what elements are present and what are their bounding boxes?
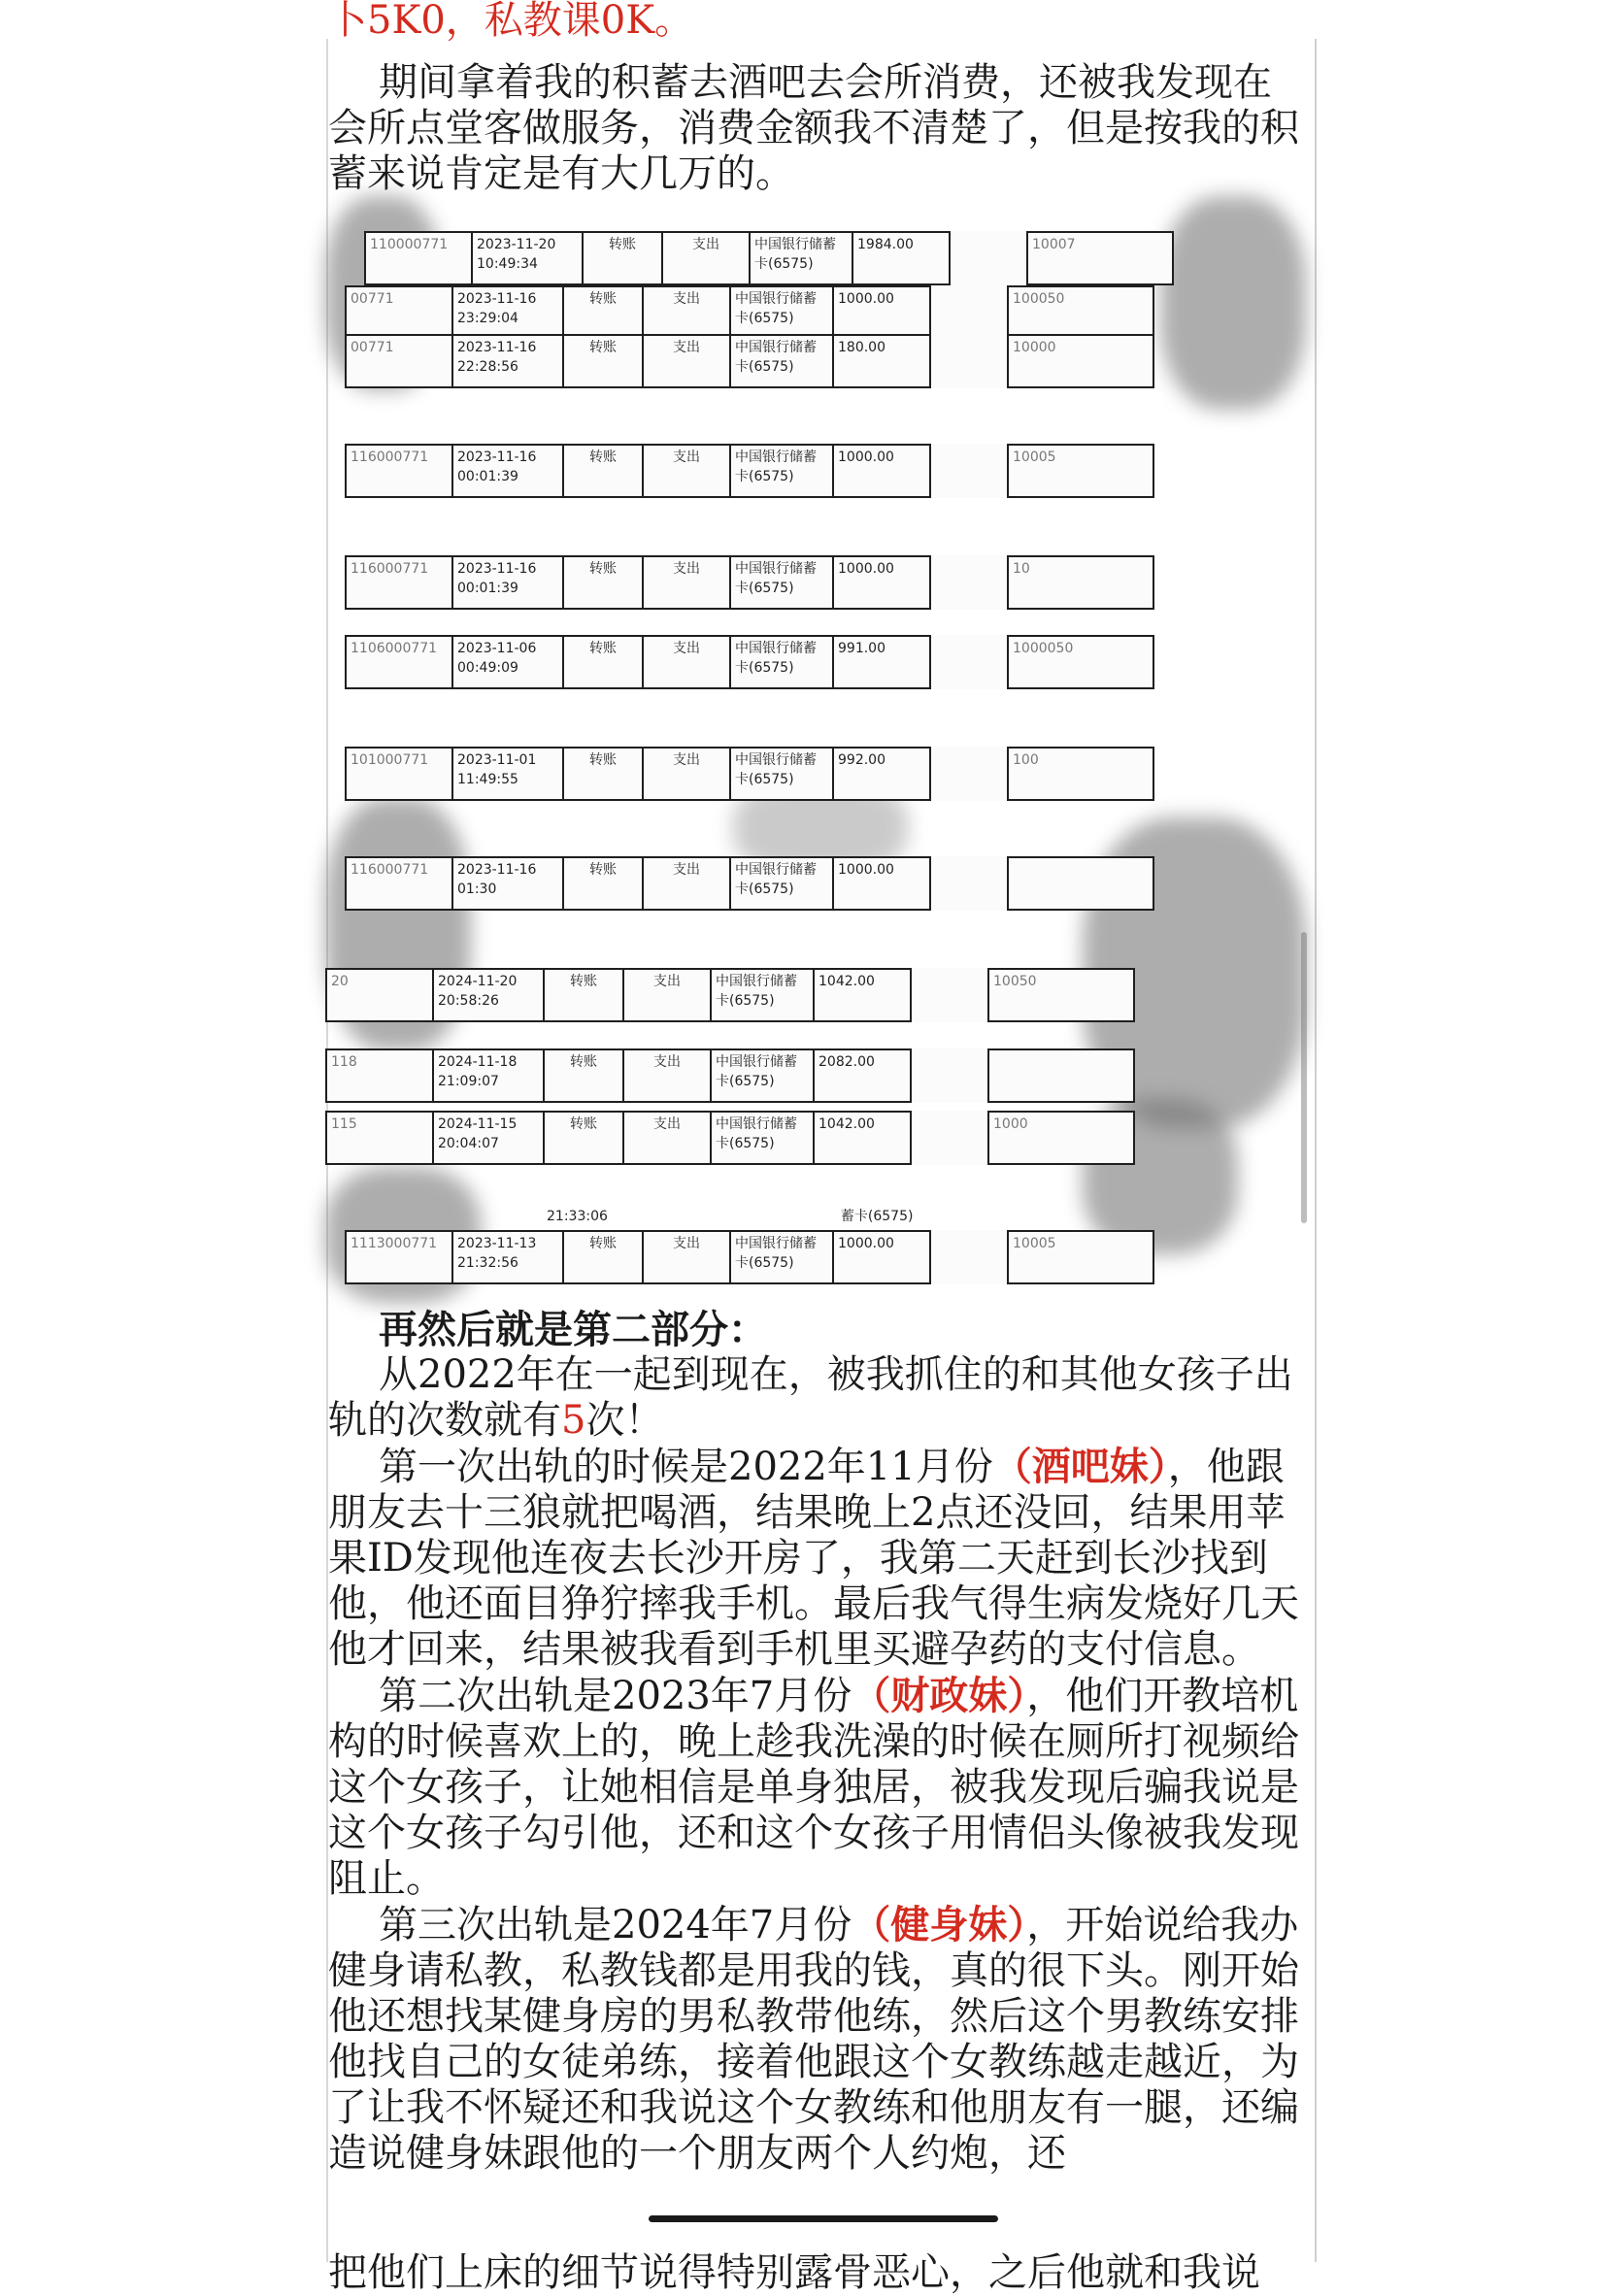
ledger-row [345,555,1154,610]
paragraph-first-affair: 第一次出轨的时候是2022年11月份（酒吧妹），他跟朋友去十三狼就把喝酒，结果晚上2点还没回，结果用苹果ID发现他连夜去长沙开房了，我第二天赶到长沙找到他，他还面目狰狞摔我手机。最后我气得生病发烧好几天他才回来，结果被我看到手机里买避孕药的支付信息。 [328,1444,1299,1672]
ledger-cell: 2023-11-16 22:28:56 [452,335,563,387]
ledger-cell: 1000.00 [833,556,930,609]
ledger-row [364,231,1174,285]
ledger-row [345,334,1154,388]
ledger-cell: 10 [1008,556,1153,609]
ledger-cell: 支出 [643,1231,730,1283]
ledger-cell: 转账 [563,286,643,339]
ledger-cell: 中国银行储蓄卡(6575) [730,445,833,497]
ledger-cell [930,636,1008,688]
ledger-cell: 991.00 [833,636,930,688]
ledger-cell [930,748,1008,800]
ledger-cell: 中国银行储蓄卡(6575) [730,857,833,910]
section-two [328,1307,1299,2177]
ledger-cell: 支出 [662,232,750,284]
ledger-cell [950,232,1027,284]
ledger-cell: 2024-11-18 21:09:07 [433,1049,544,1102]
ledger-cell: 支出 [643,636,730,688]
ledger-row [345,747,1154,801]
ledger-cell: 转账 [563,857,643,910]
hand-underline-mark [649,2215,998,2222]
ledger-cell: 转账 [544,1049,623,1102]
ledger-cell: 转账 [544,969,623,1021]
ledger-cell: 10007 [1027,232,1173,284]
ledger-cell: 支出 [643,556,730,609]
ledger-cell: 101000771 [346,748,452,800]
ledger-cell: 1000.00 [833,1231,930,1283]
ledger-cell [930,857,1008,910]
ledger-cell [930,335,1008,387]
ledger-row [345,635,1154,689]
ledger-cell: 转账 [563,445,643,497]
ledger-cell: 转账 [563,556,643,609]
tag-gym-girl: （健身妹） [852,1902,1027,1947]
ledger-cell: 转账 [583,232,662,284]
ledger-cell: 100050 [1008,286,1153,339]
ledger-cell: 10050 [988,969,1134,1021]
ledger-cell: 中国银行储蓄卡(6575) [730,286,833,339]
ledger-cell: 1042.00 [814,969,911,1021]
ledger-cell: 10000 [1008,335,1153,387]
tag-bar-girl: （酒吧妹） [992,1444,1168,1489]
ledger-cell: 110000771 [365,232,472,284]
ledger-row [345,444,1154,498]
paragraph-third-affair: 第三次出轨是2024年7月份（健身妹），开始说给我办健身请私教，私教钱都是用我的钱，真的很下头。刚开始他还想找某健身房的男私教带他练，然后这个男教练安排他找自己的女徒弟练，接着他跟这个女教练越走越近，为了让我不怀疑还和我说这个女教练和他朋友有一腿，还编造说健身妹跟他的一个朋友两个人约炮，还 [328,1902,1299,2176]
ledger-cell: 中国银行储蓄卡(6575) [730,556,833,609]
ledger-cell: 1000.00 [833,857,930,910]
ledger-cell [911,969,988,1021]
ledger-cell: 1000.00 [833,286,930,339]
count-number: 5 [561,1398,586,1443]
ledger-cell: 2023-11-06 00:49:09 [452,636,563,688]
ledger-cell: 1106000771 [346,636,452,688]
ledger-cell: 中国银行储蓄卡(6575) [711,1049,814,1102]
ledger-cell: 1000 [988,1112,1134,1164]
ledger-cell [911,1112,988,1164]
ledger-cell: 1042.00 [814,1112,911,1164]
ledger-cell: 1000.00 [833,445,930,497]
ledger-cell: 116000771 [346,445,452,497]
ledger-row [345,285,1154,340]
ledger-cell: 中国银行储蓄卡(6575) [711,969,814,1021]
ledger-cell: 100 [1008,748,1153,800]
ledger-cell: 180.00 [833,335,930,387]
ledger-cell: 2023-11-16 00:01:39 [452,445,563,497]
ledger-cell: 转账 [544,1112,623,1164]
ledger-cell: 118 [326,1049,433,1102]
ledger-cell [930,286,1008,339]
ledger-cell: 中国银行储蓄卡(6575) [711,1112,814,1164]
footer-fragment: 把他们上床的细节说得特别露骨恶心，之后他就和我说 [328,2250,1260,2295]
ledger-cell: 支出 [623,1112,711,1164]
ledger-cell: 115 [326,1112,433,1164]
ledger-cell: 支出 [623,969,711,1021]
ledger-cell: 2024-11-15 20:04:07 [433,1112,544,1164]
ledger-cell: 中国银行储蓄卡(6575) [750,232,852,284]
ledger-cell: 1984.00 [852,232,950,284]
paragraph-count: 从2022年在一起到现在，被我抓住的和其他女孩子出轨的次数就有5次！ [328,1352,1293,1443]
ledger-cell: 00771 [346,335,452,387]
bank-ledger-screenshot [325,196,1296,1303]
ledger-cell: 支出 [643,445,730,497]
ledger-cell: 中国银行储蓄卡(6575) [730,636,833,688]
ledger-cell: 1113000771 [346,1231,452,1283]
ledger-cell: 支出 [643,857,730,910]
ledger-cell: 中国银行储蓄卡(6575) [730,748,833,800]
ledger-cell [1008,857,1153,910]
ledger-cell: 支出 [643,335,730,387]
ledger-row [325,1111,1135,1165]
ledger-cell: 2082.00 [814,1049,911,1102]
ledger-cell: 转账 [563,636,643,688]
ledger-cell [988,1049,1134,1102]
ledger-cell: 10005 [1008,445,1153,497]
ledger-cell: 116000771 [346,857,452,910]
ledger-cell [930,1231,1008,1283]
ledger-cell [930,445,1008,497]
ledger-cell: 1000050 [1008,636,1153,688]
ledger-cell: 中国银行储蓄卡(6575) [730,335,833,387]
ledger-cell: 992.00 [833,748,930,800]
ledger-cell: 2023-11-16 23:29:04 [452,286,563,339]
ledger-cell: 2023-11-16 00:01:39 [452,556,563,609]
ledger-cell: 2023-11-01 11:49:55 [452,748,563,800]
ledger-row [325,1048,1135,1103]
ledger-cell: 20 [326,969,433,1021]
ledger-cell: 2023-11-20 10:49:34 [472,232,583,284]
ledger-partial-row: 21:33:06 蓄卡(6575) [547,1209,914,1224]
ledger-row [325,968,1135,1022]
paragraph-second-affair: 第二次出轨是2023年7月份（财政妹），他们开教培机构的时候喜欢上的，晚上趁我洗澡的时候在厕所打视频给这个女孩子，让她相信是单身独居，被我发现后骗我说是这个女孩子勾引他，还和这个女孩子用情侣头像被我发现阻止。 [328,1673,1299,1901]
ledger-cell: 116000771 [346,556,452,609]
intro-paragraph: 期间拿着我的积蓄去酒吧去会所消费，还被我发现在会所点堂客做服务，消费金额我不清楚了，但是按我的积蓄来说肯定是有大几万的。 [328,60,1299,196]
ledger-cell: 中国银行储蓄卡(6575) [730,1231,833,1283]
ledger-cell: 支出 [623,1049,711,1102]
ledger-cell: 支出 [643,748,730,800]
ledger-cell: 00771 [346,286,452,339]
section-heading: 再然后就是第二部分： [379,1307,767,1352]
ledger-row [345,1230,1154,1284]
ledger-cell: 转账 [563,748,643,800]
ledger-cell: 支出 [643,286,730,339]
ledger-cell [911,1049,988,1102]
ledger-cell: 2023-11-16 01:30 [452,857,563,910]
ledger-row [345,856,1154,911]
ledger-cell: 10005 [1008,1231,1153,1283]
ledger-cell: 转账 [563,1231,643,1283]
page-right-border [1315,39,1317,2262]
tag-finance-girl: （财政妹） [852,1673,1027,1718]
header-fragment: 卜5K0，私教课0K。 [328,0,694,43]
ledger-cell: 2024-11-20 20:58:26 [433,969,544,1021]
ledger-cell: 2023-11-13 21:32:56 [452,1231,563,1283]
ledger-cell [930,556,1008,609]
ledger-cell: 转账 [563,335,643,387]
